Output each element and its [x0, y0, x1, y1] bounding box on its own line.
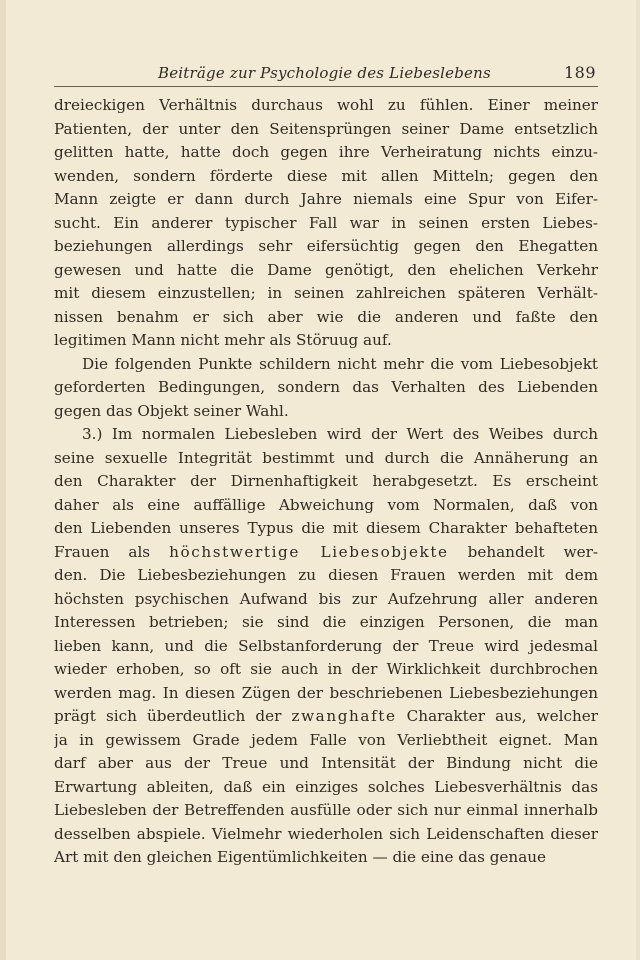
text-line: dreieckigen Verhältnis durchaus wohl zu fühlen. Einer meiner [54, 96, 598, 114]
text-line: Patienten, der unter den Seitensprüngen seiner Dame entsetzlich [54, 119, 598, 138]
text-fragment: Frauen als [54, 542, 170, 561]
text-line: daher als eine auffällige Abweichung vom Normalen, daß von [54, 495, 598, 514]
page-header [54, 60, 598, 87]
text-line: höchsten psychischen Aufwand bis zur Aufzehrung aller anderen [54, 589, 598, 608]
text-line: geforderten Bedingungen, sondern das Verhalten des Liebenden [54, 378, 598, 396]
text-line-with-spaced-emphasis [54, 541, 598, 565]
text-fragment: Charakter aus, welcher [396, 707, 598, 725]
text-line: den. Die Liebesbeziehungen zu diesen Frauen werden mit dem [54, 566, 598, 584]
text-line: wieder erhoben, so oft sie auch in der Wirklichkeit durchbrochen [54, 660, 598, 678]
text-line: Interessen betrieben; sie sind die einzigen Personen, die man [54, 613, 598, 631]
text-line: den Charakter der Dirnenhaftigkeit herabgesetzt. Es erscheint [54, 472, 598, 490]
text-line: Art mit den gleichen Eigentümlichkeiten — die eine das genaue [54, 848, 547, 866]
text-line: seine sexuelle Integrität bestimmt und durch die Annäherung an [54, 448, 598, 467]
text-line: Erwartung ableiten, daß ein einziges solches Liebesverhältnis das [54, 777, 598, 796]
text-line: darf aber aus der Treue und Intensität der Bindung nicht die [54, 754, 598, 772]
text-line: Mann zeigte er dann durch Jahre niemals eine Spur von Eifer- [54, 190, 598, 208]
spaced-emphasis: höchstwertige Liebesobjekte [169, 542, 449, 561]
text-fragment: behandelt wer- [448, 542, 598, 561]
text-line: mit diesem einzustellen; in seinen zahlreichen späteren Verhält- [54, 284, 598, 302]
body-text [54, 94, 598, 870]
spaced-emphasis: zwanghafte [291, 707, 397, 725]
text-line-with-spaced-emphasis [54, 705, 598, 729]
text-fragment: prägt sich überdeutlich der [54, 707, 292, 725]
page-number: 189 [563, 63, 596, 82]
text-line: 3.) Im normalen Liebesleben wird der Wert des Weibes durch [82, 425, 598, 443]
text-line: lieben kann, und die Selbstanforderung der Treue wird jedesmal [54, 636, 598, 655]
text-line: Liebesleben der Betreffenden ausfülle oder sich nur einmal innerhalb [54, 801, 598, 819]
text-line: beziehungen allerdings sehr eifersüchtig gegen den Ehegatten [54, 237, 598, 255]
text-line: den Liebenden unseres Typus die mit diesem Charakter behafteten [54, 519, 598, 537]
text-line: desselben abspiele. Vielmehr wiederholen sich Leidenschaften dieser [54, 824, 598, 843]
text-line: nissen benahm er sich aber wie die anderen und faßte den [54, 307, 598, 326]
text-line: gelitten hatte, hatte doch gegen ihre Verheiratung nichts einzu- [54, 143, 598, 161]
text-line: sucht. Ein anderer typischer Fall war in seinen ersten Liebes- [54, 213, 598, 232]
running-title: Beiträge zur Psychologie des Liebeslebens [158, 64, 491, 82]
text-line: ja in gewissem Grade jedem Falle von Verliebtheit eignet. Man [54, 730, 598, 749]
text-line: werden mag. In diesen Zügen der beschriebenen Liebesbeziehungen [54, 683, 598, 702]
text-line: gegen das Objekt seiner Wahl. [54, 401, 289, 420]
text-line: Die folgenden Punkte schildern nicht mehr die vom Liebesobjekt [82, 354, 598, 373]
text-line: wenden, sondern förderte diese mit allen Mitteln; gegen den [54, 166, 598, 185]
text-line: gewesen und hatte die Dame genötigt, den ehelichen Verkehr [54, 260, 598, 279]
text-line: legitimen Mann nicht mehr als Störuug auf. [54, 331, 392, 349]
